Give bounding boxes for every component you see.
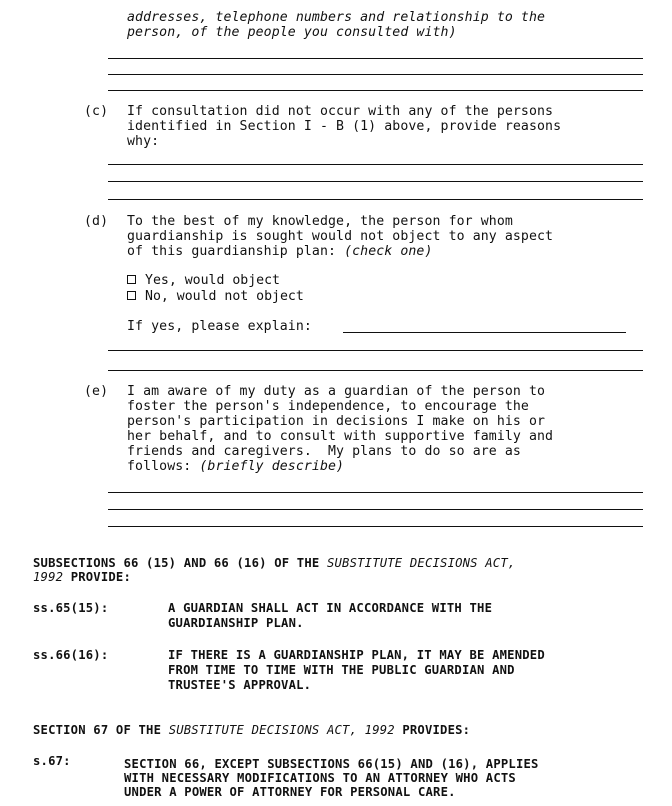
d-line-1: To the best of my knowledge, the person for whom: [127, 214, 513, 229]
e-line-2: foster the person's independence, to encourage the: [127, 399, 529, 414]
explain-line[interactable]: [343, 332, 626, 333]
answer-line[interactable]: [108, 509, 643, 510]
answer-line[interactable]: [108, 181, 643, 182]
e-line-4: her behalf, and to consult with supportive family and: [127, 429, 554, 444]
provision-text-line: GUARDIANSHIP PLAN.: [168, 616, 304, 630]
answer-line[interactable]: [108, 492, 643, 493]
c-line-1: If consultation did not occur with any of the persons: [127, 104, 554, 119]
answer-line[interactable]: [108, 526, 643, 527]
provision-text-line: SECTION 66, EXCEPT SUBSECTIONS 66(15) AND (16), APPLIES: [124, 757, 539, 771]
answer-line[interactable]: [108, 199, 643, 200]
provision-ref: s.67:: [33, 754, 71, 768]
answer-line[interactable]: [108, 350, 643, 351]
provision-text-line: WITH NECESSARY MODIFICATIONS TO AN ATTORNEY WHO ACTS: [124, 771, 516, 785]
provision-text-line: FROM TIME TO TIME WITH THE PUBLIC GUARDIAN AND: [168, 663, 515, 677]
answer-line[interactable]: [108, 90, 643, 91]
d-line-2: guardianship is sought would not object to any aspect: [127, 229, 554, 244]
e-line-6: follows: (briefly describe): [127, 459, 345, 474]
answer-line[interactable]: [108, 58, 643, 59]
subsections-heading-line-2: 1992 PROVIDE:: [33, 570, 131, 584]
checkbox-icon[interactable]: [127, 275, 136, 284]
item-label-c: (c): [84, 104, 109, 119]
e-line-3: person's participation in decisions I make on his or: [127, 414, 546, 429]
intro-line-2: person, of the people you consulted with): [127, 25, 457, 40]
provision-text-line: IF THERE IS A GUARDIANSHIP PLAN, IT MAY BE AMENDED: [168, 648, 545, 662]
d-line-3: of this guardianship plan: (check one): [127, 244, 433, 259]
answer-line[interactable]: [108, 164, 643, 165]
provision-text-line: TRUSTEE'S APPROVAL.: [168, 678, 312, 692]
c-line-3: why:: [127, 134, 160, 149]
option-no-would-not-object[interactable]: No, would not object: [127, 289, 304, 305]
c-line-2: identified in Section I - B (1) above, provide reasons: [127, 119, 562, 134]
provision-text-line: UNDER A POWER OF ATTORNEY FOR PERSONAL CARE.: [124, 785, 456, 799]
item-label-e: (e): [84, 384, 109, 399]
provision-text-line: A GUARDIAN SHALL ACT IN ACCORDANCE WITH THE: [168, 601, 493, 615]
provision-ref: ss.65(15):: [33, 601, 109, 615]
answer-line[interactable]: [108, 74, 643, 75]
answer-line[interactable]: [108, 370, 643, 371]
explain-label: If yes, please explain:: [127, 319, 312, 334]
item-label-d: (d): [84, 214, 109, 229]
section67-heading: SECTION 67 OF THE SUBSTITUTE DECISIONS ACT, 1992 PROVIDES:: [33, 723, 471, 737]
e-line-1: I am aware of my duty as a guardian of the person to: [127, 384, 546, 399]
option-yes-would-object[interactable]: Yes, would object: [127, 273, 280, 289]
e-line-5: friends and caregivers. My plans to do so are as: [127, 444, 521, 459]
subsections-heading-line-1: SUBSECTIONS 66 (15) AND 66 (16) OF THE SUBSTITUTE DECISIONS ACT,: [33, 556, 516, 570]
checkbox-icon[interactable]: [127, 291, 136, 300]
intro-line-1: addresses, telephone numbers and relationship to the: [127, 10, 546, 25]
provision-ref: ss.66(16):: [33, 648, 109, 662]
